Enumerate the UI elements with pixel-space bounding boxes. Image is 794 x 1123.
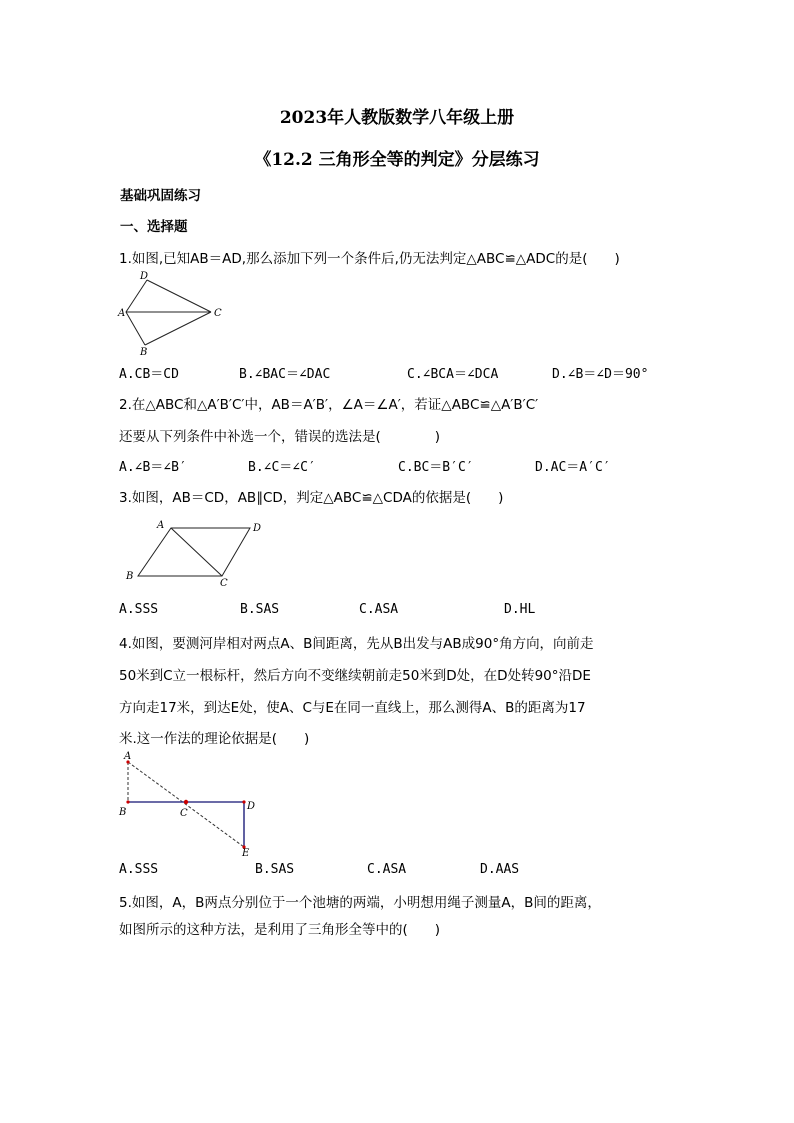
question-2-text-line-2: 还要从下列条件中补选一个，错误的选法是( )	[119, 429, 441, 445]
q4-line-ae	[128, 762, 244, 847]
q3-label-c: C	[220, 578, 228, 589]
q4-label-b: B	[119, 807, 127, 818]
q2-option-b[interactable]: B.∠C＝∠C′	[248, 460, 316, 475]
q1-label-d: D	[140, 271, 149, 282]
q4-option-b[interactable]: B.SAS	[255, 862, 295, 877]
question-1-text: 1.如图,已知AB＝AD,那么添加下列一个条件后,仍无法判定△ABC≌△ADC的是( )	[119, 251, 620, 267]
q3-option-b[interactable]: B.SAS	[240, 602, 280, 617]
question-5-text-line-2: 如图所示的这种方法，是利用了三角形全等中的( )	[119, 922, 441, 938]
q4-option-a[interactable]: A.SSS	[119, 862, 159, 877]
q4-label-a: A	[124, 751, 132, 762]
q2-option-a[interactable]: A.∠B＝∠B′	[119, 460, 187, 475]
q3-diagonal-ac	[171, 528, 222, 576]
question-3-options	[119, 602, 709, 622]
q1-option-c[interactable]: C.∠BCA＝∠DCA	[407, 367, 499, 382]
question-4-figure	[116, 752, 266, 858]
q4-label-c: C	[180, 808, 188, 819]
q3-option-d[interactable]: D.HL	[504, 602, 536, 617]
q3-label-b: B	[126, 571, 134, 582]
question-2-options	[119, 456, 709, 476]
q1-label-a: A	[118, 308, 126, 319]
q4-option-c[interactable]: C.ASA	[367, 862, 407, 877]
question-4-text-line-4: 米.这一作法的理论依据是( )	[119, 731, 310, 747]
q4-point-c	[184, 800, 188, 804]
question-1-options	[119, 363, 709, 383]
q1-edge-bc	[145, 312, 211, 345]
q2-option-c[interactable]: C.BC＝B′C′	[398, 460, 474, 475]
q1-option-a[interactable]: A.CB＝CD	[119, 367, 179, 382]
q3-option-a[interactable]: A.SSS	[119, 602, 159, 617]
q3-label-a: A	[157, 520, 165, 531]
document-title: 2023年人教版数学八年级上册	[279, 108, 515, 128]
q1-label-b: B	[140, 347, 148, 358]
q4-point-d	[242, 800, 245, 803]
document-subtitle: 《12.2 三角形全等的判定》分层练习	[254, 150, 540, 170]
q4-point-b	[126, 800, 129, 803]
q4-label-e: E	[242, 848, 250, 859]
q1-option-d[interactable]: D.∠B＝∠D＝90°	[552, 367, 649, 382]
part-heading: 一、选择题	[120, 219, 188, 235]
section-heading: 基础巩固练习	[120, 188, 201, 204]
q3-label-d: D	[253, 523, 262, 534]
q1-label-c: C	[214, 308, 222, 319]
q4-label-d: D	[247, 801, 256, 812]
q4-option-d[interactable]: D.AAS	[480, 862, 520, 877]
question-1-figure	[116, 270, 236, 358]
question-2-text-line-1: 2.在△ABC和△A′B′C′中，AB＝A′B′，∠A＝∠A′，若证△ABC≌△A′B′C′	[119, 397, 539, 413]
question-3-text: 3.如图，AB＝CD，AB∥CD，判定△ABC≌△CDA的依据是( )	[119, 490, 504, 506]
question-3-figure	[120, 516, 270, 588]
question-4-text-line-2: 50米到C立一根标杆，然后方向不变继续朝前走50米到D处，在D处转90°沿DE	[119, 668, 591, 684]
q3-option-c[interactable]: C.ASA	[359, 602, 399, 617]
question-4-text-line-3: 方向走17米，到达E处，使A、C与E在同一直线上，那么测得A、B的距离为17	[119, 700, 586, 716]
q2-option-d[interactable]: D.AC＝A′C′	[535, 460, 611, 475]
q1-option-b[interactable]: B.∠BAC＝∠DAC	[239, 367, 331, 382]
question-4-options	[119, 862, 709, 882]
question-5-text-line-1: 5.如图，A，B两点分别位于一个池塘的两端，小明想用绳子测量A，B间的距离，	[119, 895, 601, 911]
q3-parallelogram	[138, 528, 250, 576]
question-4-text-line-1: 4.如图，要测河岸相对两点A、B间距离，先从B出发与AB成90°角方向，向前走	[119, 636, 594, 652]
q1-edge-dc	[147, 280, 211, 312]
